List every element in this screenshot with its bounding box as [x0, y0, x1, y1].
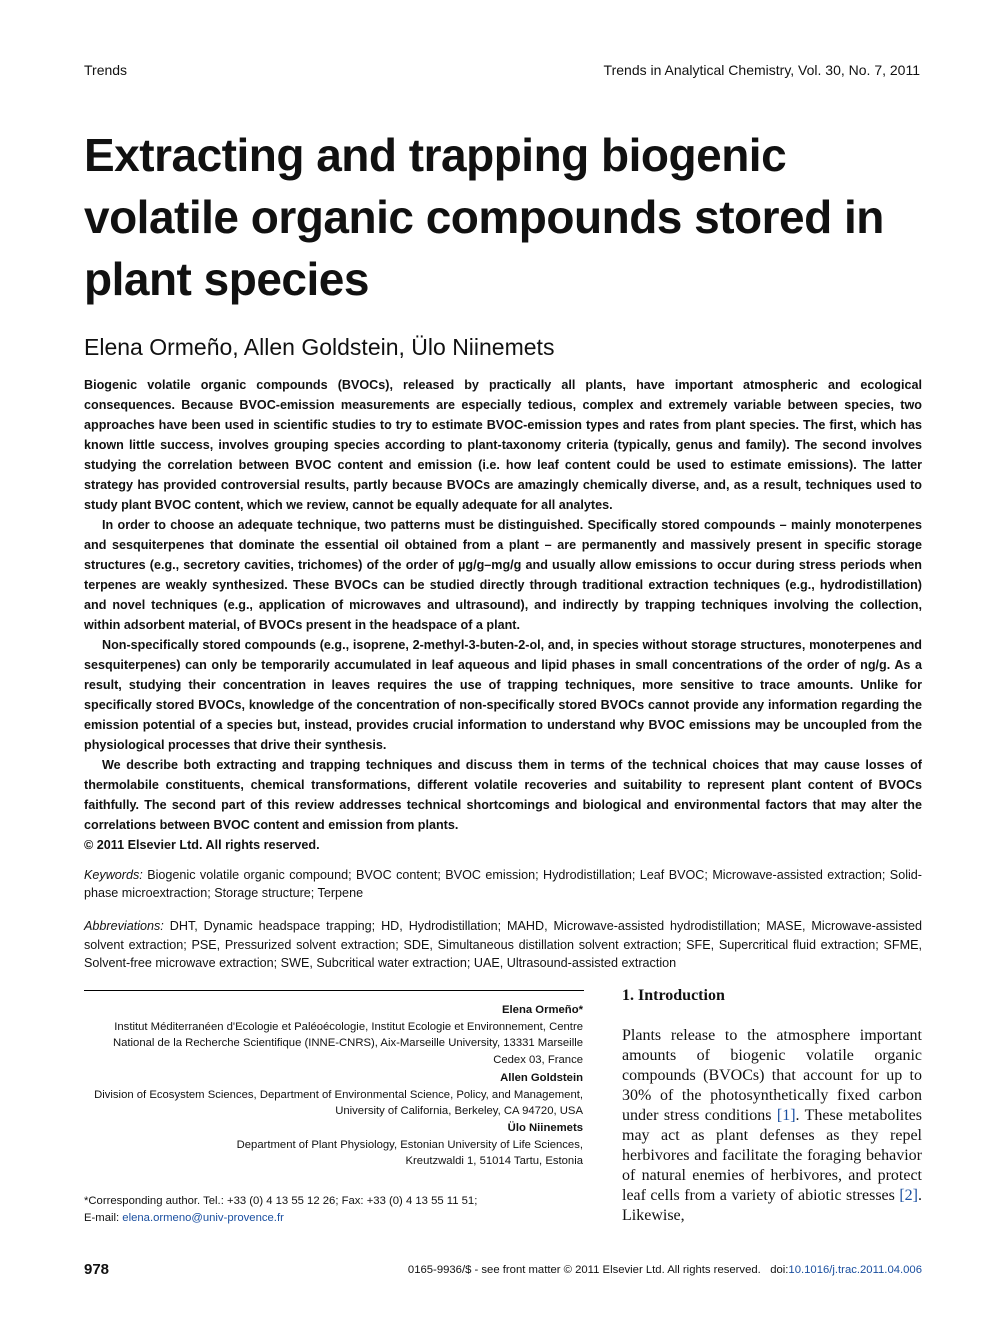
doi-link[interactable]: 10.1016/j.trac.2011.04.006 [788, 1264, 922, 1276]
page-number: 978 [84, 1261, 110, 1278]
affiliation-line: Department of Plant Physiology, Estonian University of Life Sciences, [236, 1138, 583, 1151]
affiliation-name: Elena Ormeño* [502, 1004, 583, 1016]
affiliation-line: University of California, Berkeley, CA 94720, USA [335, 1105, 583, 1117]
affiliation-line: Division of Ecosystem Sciences, Department of Environmental Science, Policy, and Management, [94, 1088, 583, 1101]
doi-label: doi: [770, 1264, 789, 1276]
affiliation-ormeno [84, 1002, 583, 1068]
abbreviations-text: DHT, Dynamic headspace trapping; HD, Hydrodistillation; MAHD, Microwave-assisted hydrodistillation; MASE, Microwave-assisted solvent extraction; PSE, Pressurized solvent extraction; SDE, Simultaneous distillation solvent extraction; SFE, Supercritical fluid extraction; SFME, Solvent-free microwave extraction; SWE, Subcritical water extraction; UAE, Ultrasound-assisted extraction [84, 919, 922, 970]
abbreviations [84, 917, 922, 973]
abstract-paragraph-3: Non-specifically stored compounds (e.g., isoprene, 2-methyl-3-buten-2-ol, and, in species without storage structures, monoterpenes and sesquiterpenes) can only be temporarily accumulated in leaf aqueous and lipid phases in small concentrations of the order of ng/g. As a result, studying their concentration in leaves requires the use of trapping techniques, more sensitive to trace amounts. Unlike for specifically stored BVOCs, knowledge of the concentration of non-specifically stored BVOCs cannot provide any information regarding the emission potential of a species but, instead, provides crucial information to understand why BVOC emissions may be uncoupled from the physiological processes that drive their synthesis. [84, 638, 922, 752]
affiliation-line: Cedex 03, France [493, 1053, 583, 1066]
abbreviations-label: Abbreviations: [84, 919, 164, 933]
abstract-paragraph-1: Biogenic volatile organic compounds (BVOCs), released by practically all plants, have important atmospheric and ecological consequences. Because BVOC-emission measurements are especially tedious, complex and extremely variable between species, two approaches have been used in scientific studies to try to estimate BVOC-emission types and rates from plant species. The first, which has known little success, involves grouping species according to plant-taxonomy criteria (typically, genus and family). The second involves studying the correlation between BVOC content and emission (i.e. how leaf content could be used to estimate emissions). The latter strategy has provided controversial results, partly because BVOCs are amazingly chemically diverse, and, as a result, techniques used to study plant BVOC content, which we review, cannot be equally adequate for all analytes. [84, 378, 922, 512]
abstract-paragraph-4: We describe both extracting and trapping techniques and discuss them in terms of the technical choices that may cause losses of thermolabile constituents, chemical transformations, different volatile recoveries and suitability to represent plant content of BVOCs faithfully. The second part of this review addresses technical shortcomings and biological and environmental factors that may alter the correlations between BVOC content and emission from plants. [84, 758, 922, 832]
correspondence [84, 1193, 604, 1227]
running-header-journal: Trends in Analytical Chemistry, Vol. 30, No. 7, 2011 [603, 62, 920, 78]
copyright-notice: © 2011 Elsevier Ltd. All rights reserved. [84, 838, 320, 852]
abstract-paragraph-2: In order to choose an adequate technique, two patterns must be distinguished. Specifically stored compounds – mainly monoterpenes and sesquiterpenes that dominate the essential oil obtained from a plant – are permanently and massively present in specific storage structures (e.g., secretory cavities, trichomes) of the order of µg/g–mg/g and usually allow emissions to occur during stress periods when terpenes are weakly synthesized. These BVOCs can be studied directly through traditional extraction techniques (e.g., hydrodistillation) and novel techniques (e.g., application of microwaves and ultrasound), and indirectly by trapping techniques involving the collection, within adsorbent material, of BVOCs present in the headspace of a plant. [84, 518, 922, 632]
section-heading-introduction: 1. Introduction [622, 987, 725, 1004]
intro-text: . These metabolites may act as plant defenses as they repel herbivores and facilitate the foraging behavior of natural enemies of herbivores, and protect leaf cells from a variety of abiotic stresses [622, 1107, 922, 1204]
footer-info [408, 1264, 922, 1276]
affiliation-line: Institut Méditerranéen d'Ecologie et Paléoécologie, Institut Ecologie et Environnement, Centre [114, 1020, 583, 1033]
email-link[interactable]: elena.ormeno@univ-provence.fr [122, 1212, 284, 1224]
affiliation-goldstein [84, 1070, 583, 1120]
introduction-paragraph [622, 1026, 922, 1226]
affiliation-name: Ülo Niinemets [507, 1122, 583, 1134]
running-header-section: Trends [84, 62, 128, 78]
keywords-text: Biogenic volatile organic compound; BVOC content; BVOC emission; Hydrodistillation; Leaf BVOC; Microwave-assisted extraction; Solid-phase microextraction; Storage structure; Terpene [84, 868, 923, 900]
affiliation-divider [84, 990, 584, 991]
author-list: Elena Ormeño, Allen Goldstein, Ülo Niinemets [84, 334, 555, 360]
keywords [84, 866, 922, 902]
correspondence-contact: *Corresponding author. Tel.: +33 (0) 4 13 55 12 26; Fax: +33 (0) 4 13 55 11 51; [84, 1195, 478, 1207]
issn-notice: 0165-9936/$ - see front matter © 2011 Elsevier Ltd. All rights reserved. [407, 1264, 761, 1276]
article-title: Extracting and trapping biogenic volatile organic compounds stored in plant species [84, 129, 884, 305]
affiliation-name: Allen Goldstein [500, 1072, 583, 1084]
affiliation-line: Kreutzwaldi 1, 51014 Tartu, Estonia [405, 1155, 583, 1167]
abstract [84, 375, 922, 855]
citation-link-2[interactable]: [2] [899, 1187, 918, 1204]
email-label: E-mail: [84, 1212, 123, 1224]
correspondence-email-line [84, 1210, 604, 1227]
keywords-label: Keywords: [84, 868, 143, 882]
citation-link-1[interactable]: [1] [776, 1107, 796, 1124]
intro-text: . Likewise, [622, 1187, 922, 1224]
affiliation-niinemets [84, 1120, 583, 1170]
affiliation-line: National de la Recherche Scientifique (INNE-CNRS), Aix-Marseille University, 13331 Marseille [112, 1037, 583, 1049]
intro-text: Plants release to the atmosphere important amounts of biogenic volatile organic compounds (BVOCs) that account for up to 30% of the photosynthetically fixed carbon under stress conditions [622, 1027, 922, 1124]
